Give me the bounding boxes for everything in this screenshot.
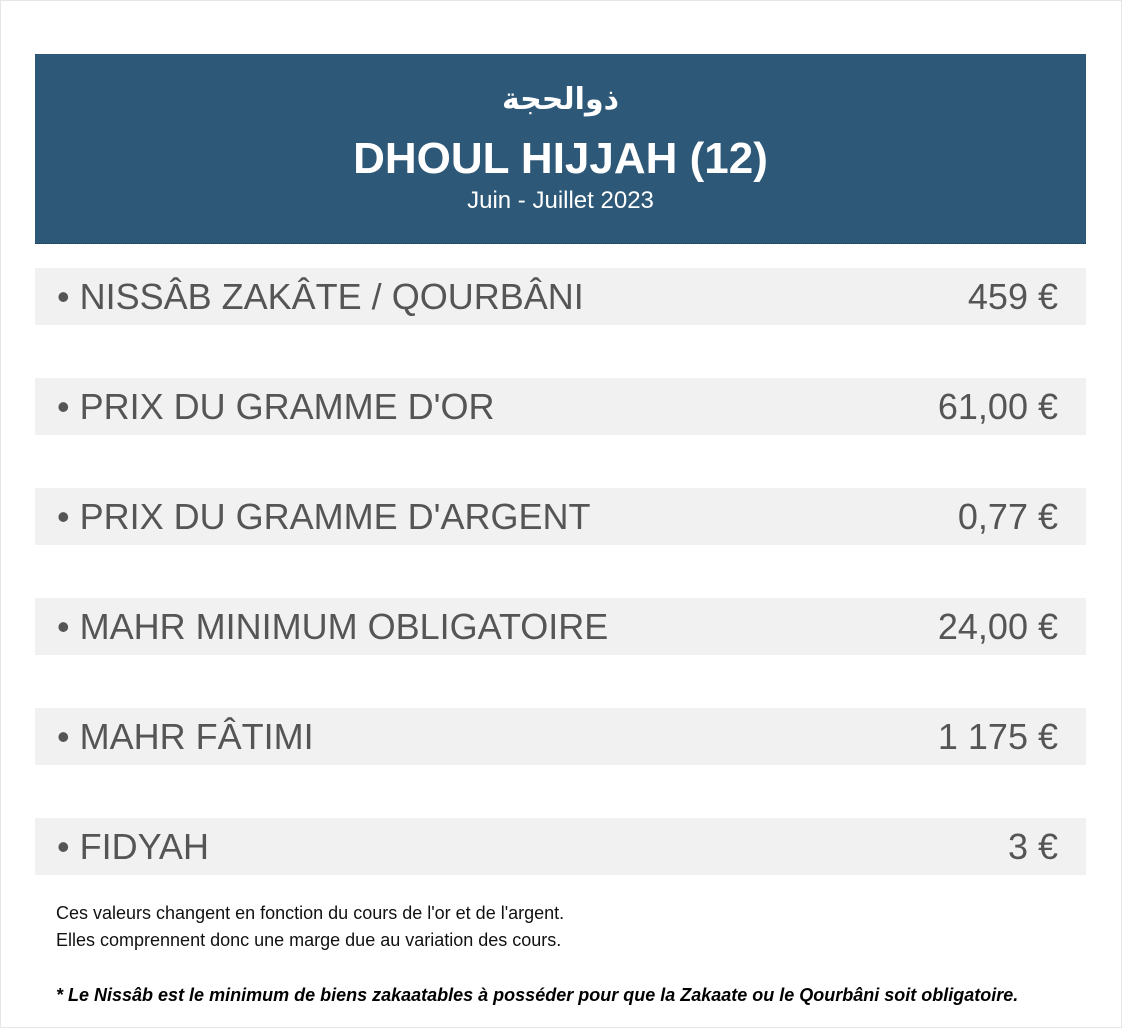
values-list (35, 268, 1086, 928)
row-mahr-fatimi (35, 708, 1086, 765)
notes (56, 900, 564, 954)
row-value: 24,00 € (937, 606, 1058, 647)
nissab-footnote: * Le Nissâb est le minimum de biens zakaatables à posséder pour que la Zakaate ou le Qourbâni soit obligatoire. (56, 985, 1019, 1005)
row-label: • MAHR MINIMUM OBLIGATOIRE (57, 606, 609, 647)
note-line-2: Elles comprennent donc une marge due au variation des cours. (56, 930, 562, 950)
row-value: 459 € (967, 276, 1058, 317)
row-nissab (35, 268, 1086, 325)
row-label: • PRIX DU GRAMME D'OR (57, 386, 495, 427)
row-fidyah (35, 818, 1086, 875)
note-line-1: Ces valeurs changent en fonction du cours de l'or et de l'argent. (56, 903, 565, 923)
row-label: • PRIX DU GRAMME D'ARGENT (57, 496, 591, 537)
month-header (35, 54, 1086, 244)
row-value: 0,77 € (957, 496, 1058, 537)
month-title: DHOUL HIJJAH (12) (353, 134, 768, 183)
row-gold-price (35, 378, 1086, 435)
row-value: 1 175 € (937, 716, 1058, 757)
arabic-month-title: ذوالحجة (501, 82, 620, 117)
row-value: 61,00 € (937, 386, 1058, 427)
row-label: • FIDYAH (57, 826, 209, 867)
row-value: 3 € (1007, 826, 1058, 867)
row-label: • MAHR FÂTIMI (57, 716, 314, 757)
row-label: • NISSÂB ZAKÂTE / QOURBÂNI (57, 276, 584, 317)
row-silver-price (35, 488, 1086, 545)
row-mahr-minimum (35, 598, 1086, 655)
month-period: Juin - Juillet 2023 (467, 187, 654, 214)
